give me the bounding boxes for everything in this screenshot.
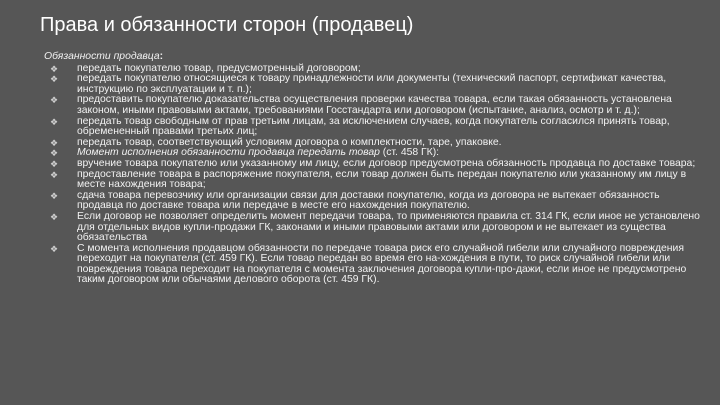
- list-item-text: предоставление товара в распоряжение покупателя, если товар должен быть передан покупателю или указанному им лицу в месте нахождения товара;: [77, 168, 687, 191]
- list-item-text: передать товар, соответствующий условиям договора о комплектности, таре, упаковке.: [77, 136, 502, 148]
- bullet-icon: ❖: [50, 63, 59, 74]
- section-heading-colon: :: [159, 51, 164, 62]
- bullet-icon: ❖: [50, 190, 59, 201]
- list-item-text: передать покупателю товар, предусмотренный договором;: [77, 62, 361, 74]
- slide-content: [44, 52, 708, 286]
- list-item-text: передать покупателю относящиеся к товару принадлежности или документы (технический паспорт, сертификат качества, инструкцию по эксплуатации и т. п.);: [77, 73, 667, 95]
- list-item: [44, 117, 708, 138]
- moment-lead-text: Момент исполнения обязанности продавца передать товар: [77, 147, 380, 159]
- list-item-text: сдача товара перевозчику или организации связи для доставки покупателю, когда из договора не вытекает обязанность продавца по доставке товара или передаче в месте его нахождения покупателю.: [77, 189, 660, 212]
- list-item: [44, 170, 708, 191]
- list-item: [44, 212, 708, 244]
- bullet-icon: ❖: [50, 116, 59, 127]
- list-item-text: передать товар свободным от прав третьим лицам, за исключением случаев, когда покупатель согласился принять товар, обремененный правами третьих лиц;: [77, 115, 670, 138]
- slide-title: Права и обязанности сторон (продавец): [40, 14, 414, 36]
- bullet-icon: ❖: [50, 148, 59, 159]
- bullet-icon: ❖: [50, 169, 59, 180]
- list-item: [44, 191, 708, 212]
- bullet-icon: ❖: [50, 158, 59, 169]
- moment-tail-text: (ст. 458 ГК):: [379, 147, 440, 159]
- list-item: [44, 244, 708, 286]
- list-item: [44, 95, 708, 116]
- bullet-icon: ❖: [50, 74, 59, 85]
- bullet-icon: ❖: [50, 243, 59, 254]
- section-heading: [44, 52, 708, 63]
- list-item-text: С момента исполнения продавцом обязанности по передаче товара риск его случайной гибели или случайного повреждения переходит на покупателя (ст. 459 ГК). Если товар передан во время его на-хождения в пути, то риск случайной гибели или повреждения товара переходит на покупателя с момента заключения договора купли-про-дажи, если иное не предусмотрено таким договором или обычаями делового оборота (ст. 459 ГК).: [77, 242, 687, 286]
- list-item-text: вручение товара покупателю или указанному им лицу, если договор предусмотрена обязанность продавца по доставке товара;: [77, 157, 696, 169]
- list-item-text: предоставить покупателю доказательства осуществления проверки качества товара, если такая обязанность установлена законом, иными правовыми актами, требованиями Госстандарта или договором (испытание, анализ, осмотр и т. д.);: [77, 94, 672, 116]
- bullet-list: [44, 64, 708, 286]
- bullet-icon: ❖: [50, 137, 59, 148]
- bullet-icon: ❖: [50, 211, 59, 222]
- list-item: [44, 74, 708, 95]
- section-heading-text: Обязанности продавца: [44, 51, 160, 62]
- bullet-icon: ❖: [50, 95, 59, 106]
- list-item: [44, 159, 708, 170]
- list-item-text: Если договор не позволяет определить момент передачи товара, то применяются правила ст. 314 ГК, если иное не установлено для отдельных видов купли-продажи ГК, законами и иными правовыми актами или договором и не вытекает из существа обязательства: [77, 210, 700, 244]
